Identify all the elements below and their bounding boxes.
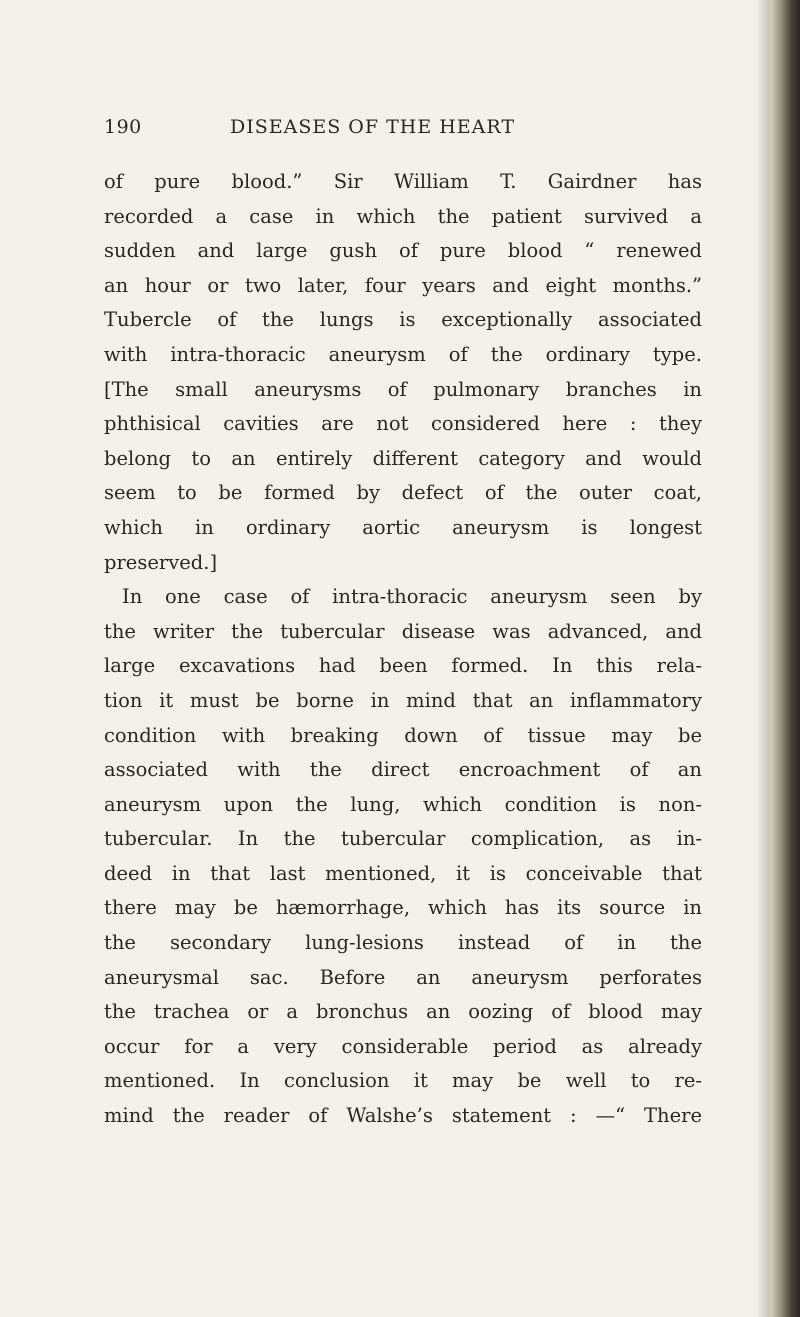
text-line: large excavations had been formed. In this rela- — [104, 654, 702, 678]
text-line: the trachea or a bronchus an oozing of blood may — [104, 1000, 702, 1024]
running-head: DISEASES OF THE HEART — [230, 116, 516, 138]
text-line: seem to be formed by defect of the outer coat, — [104, 481, 702, 505]
text-line: associated with the direct encroachment of an — [104, 758, 702, 782]
text-line: with intra-thoracic aneurysm of the ordinary type. — [104, 342, 702, 366]
text-line: preserved.] — [104, 550, 218, 574]
text-line: sudden and large gush of pure blood “ renewed — [104, 239, 702, 263]
text-line: aneurysm upon the lung, which condition is non- — [104, 792, 702, 816]
text-line: phthisical cavities are not considered here : they — [104, 412, 702, 436]
page-header — [104, 116, 704, 146]
text-line: which in ordinary aortic aneurysm is longest — [104, 515, 702, 539]
text-line: [The small aneurysms of pulmonary branches in — [104, 377, 702, 401]
text-line: recorded a case in which the patient survived a — [104, 204, 702, 228]
binding-shadow — [756, 0, 770, 1317]
book-binding-edge — [770, 0, 800, 1317]
text-line: In one case of intra-thoracic aneurysm seen by — [122, 585, 702, 609]
text-line: tion it must be borne in mind that an inflammatory — [104, 688, 702, 712]
text-line: deed in that last mentioned, it is conceivable that — [104, 861, 702, 885]
text-line: tubercular. In the tubercular complication, as in- — [104, 827, 702, 851]
text-line: condition with breaking down of tissue may be — [104, 723, 702, 747]
text-line: belong to an entirely different category and would — [104, 446, 702, 470]
text-line: of pure blood.” Sir William T. Gairdner has — [104, 170, 702, 193]
body-text — [104, 165, 702, 1134]
text-line: aneurysmal sac. Before an aneurysm perforates — [104, 965, 702, 989]
page-number: 190 — [104, 116, 142, 138]
text-line: mentioned. In conclusion it may be well to re- — [104, 1069, 702, 1093]
text-line: the secondary lung-lesions instead of in the — [104, 931, 702, 955]
text-line: occur for a very considerable period as already — [104, 1034, 702, 1058]
text-line: an hour or two later, four years and eight months.” — [104, 273, 702, 297]
text-line: there may be hæmorrhage, which has its source in — [104, 896, 702, 920]
text-line: the writer the tubercular disease was advanced, and — [104, 619, 702, 643]
text-line: mind the reader of Walshe’s statement : —“ There — [104, 1104, 702, 1128]
text-line: Tubercle of the lungs is exceptionally associated — [104, 308, 702, 332]
